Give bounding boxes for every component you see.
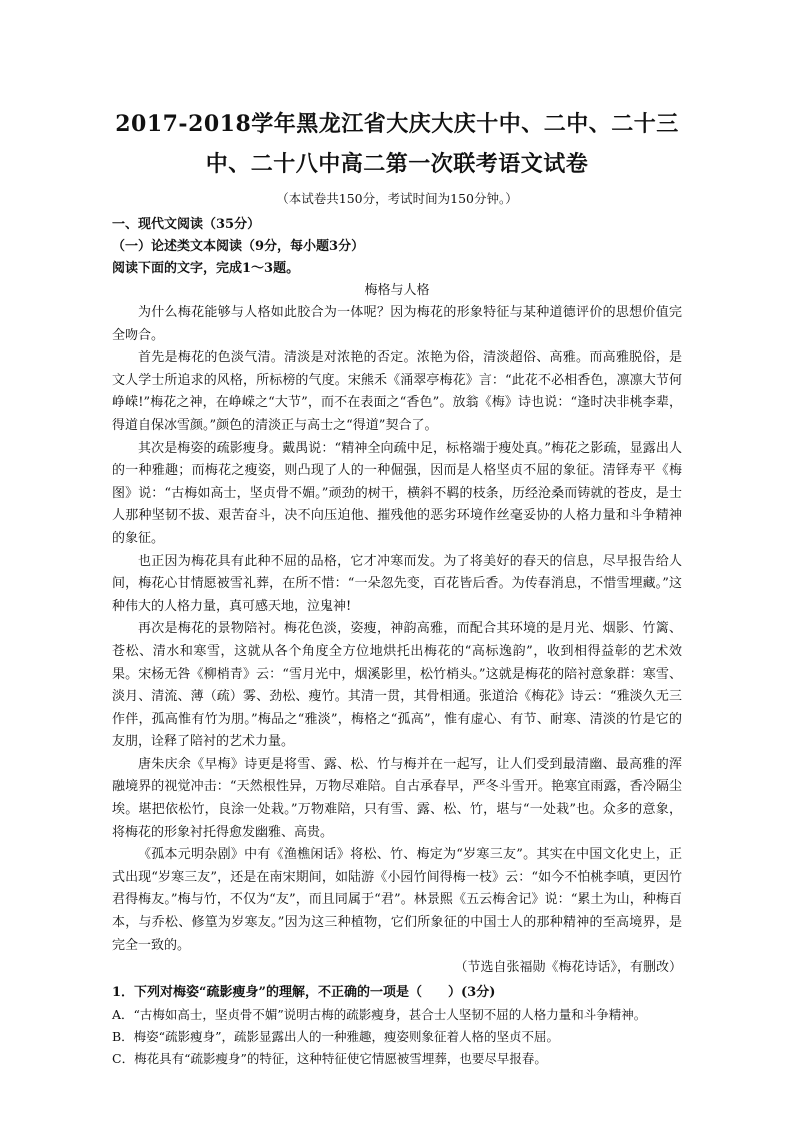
article-paragraph: 为什么梅花能够与人格如此胶合为一体呢？因为梅花的形象特征与某种道德评价的思想价值完全吻合。 — [112, 305, 682, 343]
article-paragraph: 其次是梅姿的疏影瘦身。戴禺说：“精神全向疏中足，标格端于瘦处真。”梅花之影疏，显露出人的一种雅趣；而梅花之瘦姿，则凸现了人的一种倔强，因而是人格坚贞不屈的象征。清铎寿平《梅图》说：“古梅如高士，坚贞骨不媚。”顽劲的树干，横斜不羁的枝条，历经沧桑而铸就的苍皮，是士人那种坚韧不拔、艰苦奋斗，决不向压迫他、摧残他的恶劣环境作丝毫妥协的人格力量和斗争精神的象征。 — [112, 440, 682, 546]
article-paragraph: 首先是梅花的色淡气清。清淡是对浓艳的否定。浓艳为俗，清淡超俗、高雅。而高雅脱俗，是文人学士所追求的风格，所标榜的气度。宋熊禾《涌翠亭梅花》言：“此花不必相香色，凛凛大节何峥嵘!”梅花之神，在峥嵘之“大节”，而不在表面之“香色”。放翁《梅》诗也说：“逢时决非桃李辈，得道自保冰雪颜。”颜色的清淡正与高士之“得道”契合了。 — [112, 350, 682, 433]
exam-subtitle: （本试卷共150分，考试时间为150分钟。） — [276, 191, 518, 206]
article-paragraph: 再次是梅花的景物陪衬。梅花色淡，姿瘦，神韵高雅，而配合其环境的是月光、烟影、竹篱、苍松、清水和寒雪，这就从各个角度全方位地烘托出梅花的“高标逸韵”，收到相得益彰的艺术效果。宋杨无咎《柳梢青》云：“雪月光中，烟溪影里，松竹梢头。”这就是梅花的陪衬意象群：寒雪、淡月、清流、薄（疏）雾、劲松、瘦竹。其清一贯，其骨相通。张道洽《梅花》诗云：“雅淡久无三作伴，孤高惟有竹为朋。”梅品之“雅淡”，梅格之“孤高”，惟有虚心、有节、耐寒、清淡的竹是它的友朋，诠释了陪衬的艺术力量。 — [112, 621, 682, 750]
exam-title-line-1: 2017-2018学年黑龙江省大庆大庆十中、二中、二十三 — [115, 111, 679, 137]
reading-instruction: 阅读下面的文字，完成1～3题。 — [112, 261, 300, 276]
article-paragraph: 唐朱庆余《早梅》诗更是将雪、露、松、竹与梅并在一起写，让人们受到最清幽、最高雅的浑融境界的视觉冲击：“天然根性异，万物尽难陪。自古承春早，严冬斗雪开。艳寒宜雨露，香冷隔尘埃。堪把依松竹，良涂一处栽。”万物难陪，只有雪、露、松、竹，堪与“一处栽”也。众多的意象，将梅花的形象衬托得愈发幽雅、高贵。 — [112, 756, 682, 840]
exam-title-line-2: 中、二十八中高二第一次联考语文试卷 — [205, 151, 589, 177]
question-stem: 1．下列对梅姿“疏影瘦身”的理解，不正确的一项是（ ）(3分) — [112, 984, 496, 1000]
article-title: 梅格与人格 — [364, 283, 430, 298]
question-option-c: C．梅花具有“疏影瘦身”的特征，这种特征使它情愿被雪埋葬，也要尽早报春。 — [112, 1050, 547, 1066]
section-heading: 一、现代文阅读（35分） — [112, 217, 261, 232]
article-source: （节选自张福勋《梅花诗话》，有删改） — [454, 960, 682, 976]
article-paragraph: 《孤本元明杂剧》中有《渔樵闲话》将松、竹、梅定为“岁寒三友”。其实在中国文化史上，正式出现“岁寒三友”，还是在南宋期间，如陆游《小园竹间得梅一枝》云：“如今不怕桃李嗔，更因竹君得梅友。”梅与竹，不仅为“友”，而且同属于“君”。林景熙《五云梅舍记》说：“累土为山，种梅百本，与乔松、修篁为岁寒友。”因为这三种植物，它们所象征的中国士人的那种精神的至高境界，是完全一致的。 — [112, 847, 682, 953]
subsection-heading: （一）论述类文本阅读（9分，每小题3分） — [112, 239, 365, 254]
question-option-b: B．梅姿“疏影瘦身”，疏影显露出人的一种雅趣，瘦姿则象征着人格的坚贞不屈。 — [112, 1028, 559, 1044]
question-option-a: A．“古梅如高士，坚贞骨不媚”说明古梅的疏影瘦身，甚合士人坚韧不屈的人格力量和斗争精神。 — [112, 1006, 647, 1022]
article-paragraph: 也正因为梅花具有此种不屈的品格，它才冲寒而发。为了将美好的春天的信息，尽早报告给人间，梅花心甘情愿被雪礼葬，在所不惜：“一朵忽先变，百花皆后香。为传春消息，不惜雪埋藏。”这种伟大的人格力量，真可感天地，泣鬼神! — [112, 553, 682, 614]
